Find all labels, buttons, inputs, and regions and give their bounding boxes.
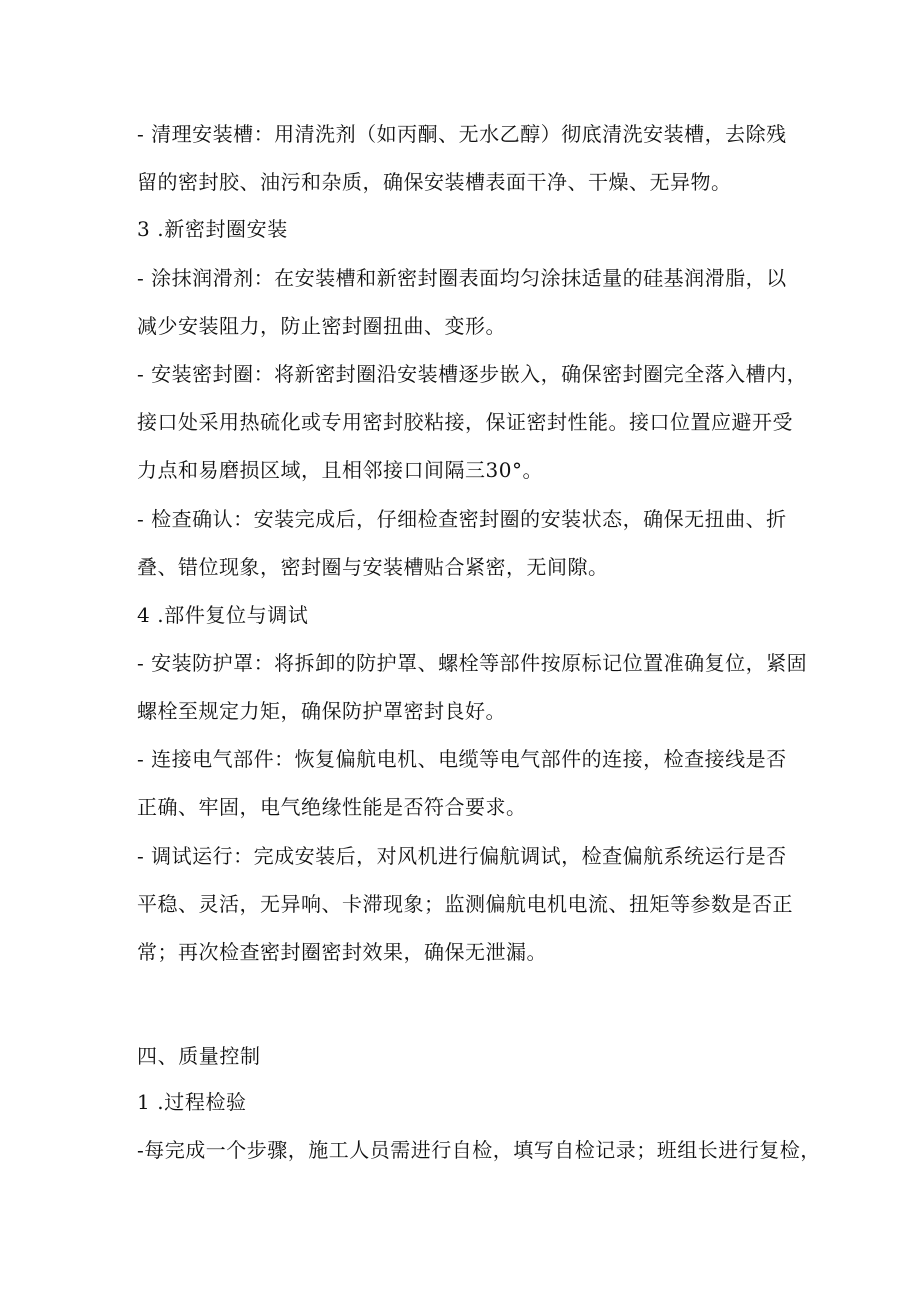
section-heading-process-inspection: 1 .过程检验 <box>137 1090 247 1114</box>
text-line-connect-electrical-cont: 正确、牢固，电气绝缘性能是否符合要求。 <box>137 795 527 819</box>
text-line-clean-groove: - 清理安装槽：用清洗剂（如丙酮、无水乙醇）彻底清洗安装槽，去除残 <box>137 122 787 146</box>
text-line-lubricant-cont: 减少安装阻力，防止密封圈扭曲、变形。 <box>137 314 506 338</box>
text-line-install-cover: - 安装防护罩：将拆卸的防护罩、螺栓等部件按原标记位置准确复位，紧固 <box>137 651 808 675</box>
text-line-install-cover-cont: 螺栓至规定力矩，确保防护罩密封良好。 <box>137 699 506 723</box>
text-line-debug-run: - 调试运行：完成安装后，对风机进行偏航调试，检查偏航系统运行是否 <box>137 844 787 868</box>
text-line-debug-run-cont-1: 平稳、灵活，无异响、卡滞现象；监测偏航电机电流、扭矩等参数是否正 <box>137 892 793 916</box>
text-line-debug-run-cont-2: 常；再次检查密封圈密封效果，确保无泄漏。 <box>137 940 547 964</box>
text-line-check-confirm: - 检查确认：安装完成后，仔细检查密封圈的安装状态，确保无扭曲、折 <box>137 507 787 531</box>
section-heading-reset-debug: 4 .部件复位与调试 <box>137 603 309 627</box>
text-line-self-check: -每完成一个步骤，施工人员需进行自检，填写自检记录；班组长进行复检， <box>137 1138 821 1162</box>
text-line-lubricant: - 涂抹润滑剂：在安装槽和新密封圈表面均匀涂抹适量的硅基润滑脂，以 <box>137 266 787 290</box>
text-line-install-seal-cont-1: 接口处采用热硫化或专用密封胶粘接，保证密封性能。接口位置应避开受 <box>137 410 793 434</box>
section-heading-quality-control: 四、质量控制 <box>137 1044 261 1068</box>
section-heading-new-seal-install: 3 .新密封圈安装 <box>137 217 288 241</box>
text-line-check-confirm-cont: 叠、错位现象，密封圈与安装槽贴合紧密，无间隙。 <box>137 555 609 579</box>
text-line-clean-groove-cont: 留的密封胶、油污和杂质，确保安装槽表面干净、干燥、无异物。 <box>137 170 732 194</box>
text-line-install-seal-cont-2: 力点和易磨损区域，且相邻接口间隔三30°。 <box>137 458 543 482</box>
text-line-connect-electrical: - 连接电气部件：恢复偏航电机、电缆等电气部件的连接，检查接线是否 <box>137 747 787 771</box>
text-line-install-seal: - 安装密封圈：将新密封圈沿安装槽逐步嵌入，确保密封圈完全落入槽内， <box>137 362 808 386</box>
